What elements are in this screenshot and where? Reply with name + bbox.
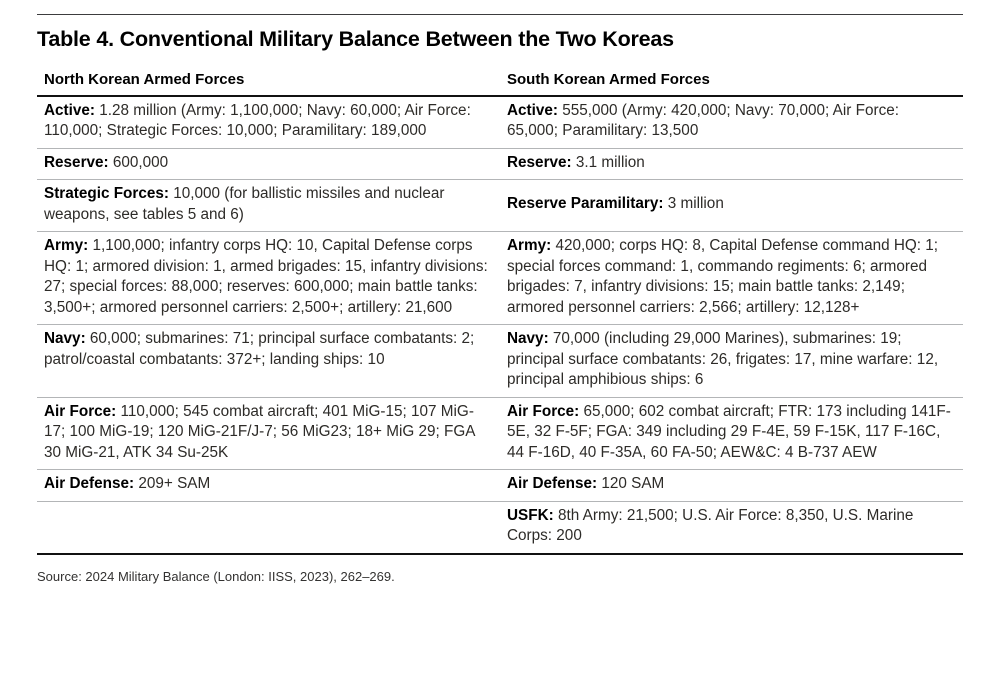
table-row-navy <box>37 325 963 398</box>
cell-south-navy <box>500 325 963 398</box>
cell-text: 1,100,000; infantry corps HQ: 10, Capital Defense corps HQ: 1; armored division: 1, armed brigades: 15, infantry divisions: 27; special forces: 88,000; reserves: 600,000; main battle tanks: 3,500+; armored personnel carriers: 2,500+; artillery: 21,600 <box>44 237 488 316</box>
cell-text: 209+ SAM <box>138 475 211 493</box>
cell-label: Active: <box>44 101 96 119</box>
cell-text: 3.1 million <box>575 153 645 171</box>
cell-south-army <box>500 232 963 325</box>
cell-north-empty <box>37 501 500 554</box>
cell-north-navy <box>37 325 500 398</box>
content-area <box>37 0 963 584</box>
cell-text: 70,000 (including 29,000 Marines), submarines: 19; principal surface combatants: 26, frigates: 17, mine warfare: 12, principal amphibious ships: 6 <box>507 330 939 389</box>
cell-text: 420,000; corps HQ: 8, Capital Defense command HQ: 1; special forces command: 1, commando regiments: 6; armored brigades: 7, infantry divisions: 15; main battle tanks: 2,149; armored personnel carriers: 2,566; artillery: 12,128+ <box>507 237 939 316</box>
table-row-army <box>37 232 963 325</box>
table-row-air-defense <box>37 470 963 502</box>
cell-label: Strategic Forces: <box>44 185 169 203</box>
cell-text: 10,000 (for ballistic missiles and nuclear weapons, see tables 5 and 6) <box>44 185 445 223</box>
cell-label: Army: <box>44 237 89 255</box>
cell-label: USFK: <box>507 506 554 524</box>
cell-text: 110,000; 545 combat aircraft; 401 MiG-15; 107 MiG-17; 100 MiG-19; 120 MiG-21F/J-7; 56 MiG23; 18+ MiG 29; FGA 30 MiG-21, ATK 34 Su-25K <box>44 402 475 461</box>
cell-text: 65,000; 602 combat aircraft; FTR: 173 including 141F-5E, 32 F-5F; FGA: 349 including 29 F-4E, 59 F-15K, 117 F-16C, 44 F-16D, 40 F-35A, 60 FA-50; AEW&C: 4 B-737 AEW <box>507 402 951 461</box>
cell-text: 8th Army: 21,500; U.S. Air Force: 8,350, U.S. Marine Corps: 200 <box>507 506 914 545</box>
cell-south-air-force <box>500 397 963 470</box>
cell-label: Air Force: <box>44 402 117 420</box>
cell-north-active <box>37 96 500 149</box>
table-row-reserve <box>37 148 963 180</box>
table-row-active <box>37 96 963 149</box>
table-header-row <box>37 67 963 96</box>
cell-text: 3 million <box>667 195 724 213</box>
top-rule <box>37 14 963 15</box>
cell-label: Active: <box>507 101 559 119</box>
cell-north-air-defense <box>37 470 500 502</box>
cell-label: Reserve: <box>507 153 572 171</box>
cell-south-usfk <box>500 501 963 554</box>
cell-south-reserve-paramilitary <box>500 180 963 232</box>
cell-north-reserve <box>37 148 500 180</box>
cell-south-reserve <box>500 148 963 180</box>
cell-south-air-defense <box>500 470 963 502</box>
source-note: Source: 2024 Military Balance (London: IISS, 2023), 262–269. <box>37 568 395 584</box>
table-row-strategic-forces <box>37 180 963 232</box>
cell-north-air-force <box>37 397 500 470</box>
cell-text: 1.28 million (Army: 1,100,000; Navy: 60,000; Air Force: 110,000; Strategic Forces: 10,000; Paramilitary: 189,000 <box>44 101 471 140</box>
table-title: Table 4. Conventional Military Balance Between the Two Koreas <box>37 27 674 51</box>
military-balance-table <box>37 67 963 555</box>
table-row-air-force <box>37 397 963 470</box>
cell-label: Reserve: <box>44 153 109 171</box>
cell-label: Air Force: <box>507 402 580 420</box>
cell-text: 600,000 <box>112 153 169 171</box>
column-header-north: North Korean Armed Forces <box>37 67 500 96</box>
cell-north-strategic-forces <box>37 180 500 232</box>
cell-label: Army: <box>507 237 552 255</box>
cell-label: Navy: <box>44 330 86 348</box>
cell-text: 60,000; submarines: 71; principal surface combatants: 2; patrol/coastal combatants: 372+; landing ships: 10 <box>44 330 475 368</box>
cell-text: 555,000 (Army: 420,000; Navy: 70,000; Air Force: 65,000; Paramilitary: 13,500 <box>507 101 899 140</box>
cell-south-active <box>500 96 963 149</box>
cell-label: Air Defense: <box>44 475 135 493</box>
table-row-usfk <box>37 501 963 554</box>
cell-north-army <box>37 232 500 325</box>
cell-text: 120 SAM <box>601 475 665 493</box>
cell-label: Reserve Paramilitary: <box>507 195 664 213</box>
cell-label: Navy: <box>507 330 549 348</box>
cell-label: Air Defense: <box>507 475 598 493</box>
column-header-south: South Korean Armed Forces <box>500 67 963 96</box>
